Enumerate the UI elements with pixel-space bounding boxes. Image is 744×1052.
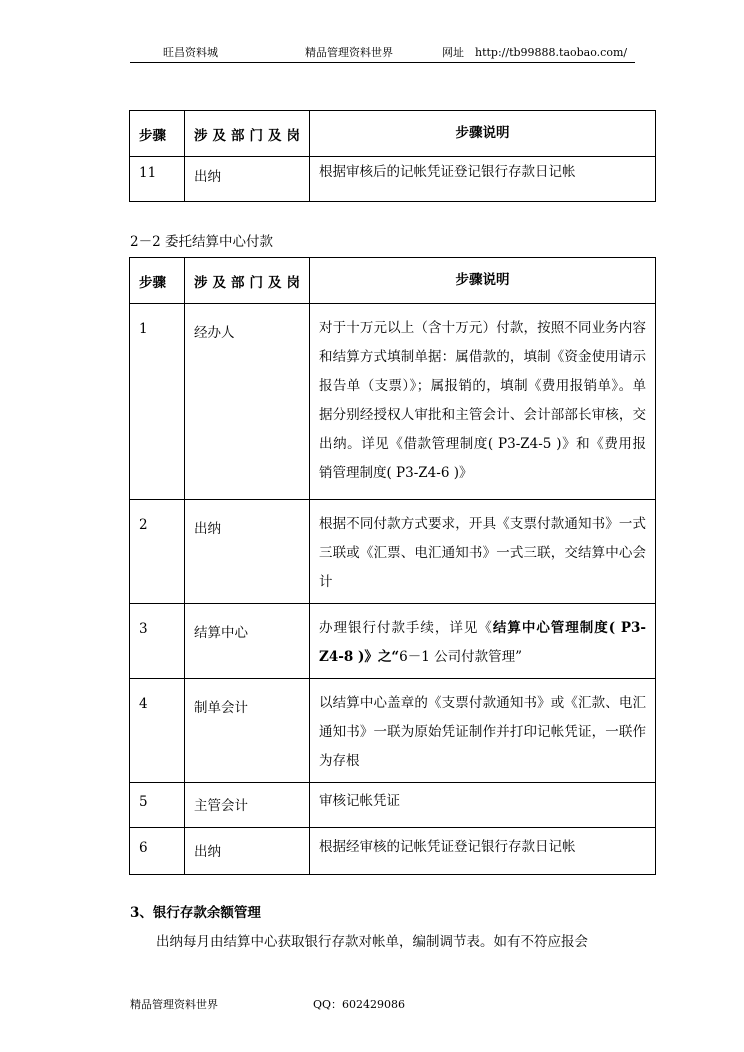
department: 出纳 [185, 500, 310, 604]
section-heading: 3、银行存款余额管理 [130, 905, 261, 921]
header-rule [130, 62, 635, 63]
department: 经办人 [185, 304, 310, 500]
department: 结算中心 [185, 604, 310, 679]
table-row [130, 500, 656, 604]
header-step: 步骤 [130, 258, 185, 304]
table-row [130, 157, 656, 202]
steps-table-1 [129, 110, 656, 202]
table-row [130, 679, 656, 783]
table-row [130, 828, 656, 875]
steps-table-2 [129, 257, 656, 875]
table-header-row [130, 111, 656, 157]
department: 出纳 [185, 828, 310, 875]
step-number: 5 [130, 783, 185, 828]
department: 出纳 [185, 157, 310, 202]
footer-qq: QQ：602429086 [313, 998, 406, 1011]
regulation-reference: 结算中心管理制度( P3-Z4-8 )》之“ [319, 620, 646, 665]
table-row [130, 304, 656, 500]
header-url: 网址 http://tb99888.taobao.com/ [442, 46, 628, 59]
step-description: 对于十万元以上（含十万元）付款，按照不同业务内容和结算方式填制单据：属借款的，填制《资金使用请示报告单（支票）》；属报销的，填制《费用报销单》。单据分别经授权人审批和主管会计、会计部部长审核，交出纳。详见《借款管理制度( P3-Z4-5 )》和《费用报销管理制度( P3-Z4-6 )》 [310, 304, 656, 500]
step-description: 根据审核后的记帐凭证登记银行存款日记帐 [310, 157, 656, 202]
step-description [310, 604, 656, 679]
step-description: 根据经审核的记帐凭证登记银行存款日记帐 [310, 828, 656, 875]
step-description: 根据不同付款方式要求，开具《支票付款通知书》一式三联或《汇票、电汇通知书》一式三联，交结算中心会计 [310, 500, 656, 604]
body-paragraph: 出纳每月由结算中心获取银行存款对帐单，编制调节表。如有不符应报会 [156, 934, 588, 950]
footer-left: 精品管理资料世界 [130, 998, 218, 1011]
header-department: 涉及部门及岗 [185, 111, 310, 157]
step-number: 1 [130, 304, 185, 500]
department: 主管会计 [185, 783, 310, 828]
header-step: 步骤 [130, 111, 185, 157]
description-text: 办理银行付款手续，详见《 [319, 620, 493, 636]
table-row [130, 783, 656, 828]
step-description: 以结算中心盖章的《支票付款通知书》或《汇款、电汇通知书》一联为原始凭证制作并打印记帐凭证，一联作为存根 [310, 679, 656, 783]
step-number: 3 [130, 604, 185, 679]
header-department: 涉及部门及岗 [185, 258, 310, 304]
step-number: 11 [130, 157, 185, 202]
step-number: 6 [130, 828, 185, 875]
header-left: 旺昌资料城 [163, 46, 218, 59]
department: 制单会计 [185, 679, 310, 783]
table-row [130, 604, 656, 679]
section-title: 2－2 委托结算中心付款 [130, 234, 273, 250]
header-description: 步骤说明 [310, 111, 656, 157]
description-text: 6－1 公司付款管理” [399, 649, 522, 665]
step-description: 审核记帐凭证 [310, 783, 656, 828]
step-number: 2 [130, 500, 185, 604]
table-header-row [130, 258, 656, 304]
step-number: 4 [130, 679, 185, 783]
header-description: 步骤说明 [310, 258, 656, 304]
header-middle: 精品管理资料世界 [305, 46, 393, 59]
